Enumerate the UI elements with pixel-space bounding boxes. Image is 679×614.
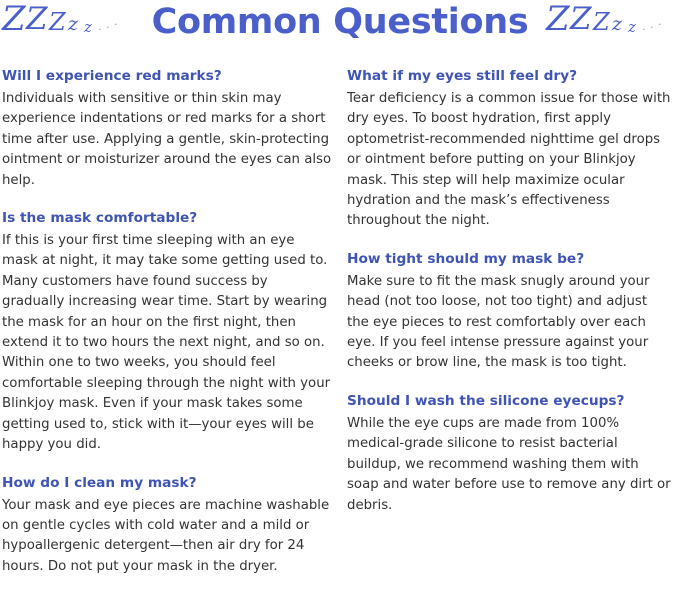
sleep-zzz-decoration-right: Z Z Z z z . . . — [546, 0, 662, 39]
faq-answer: If this is your first time sleeping with an eye mask at night, it may take some getting used to. Many customers have found success by gradually increasing wear time. Start by wearing the mask for an hour on the first night, then extend it to two hours the next night, and so on. Within one to two weeks, you should feel comfortable sleeping through the night with your Blinkjoy mask. Even if your mask takes some getting used to, stick with it—your eyes will be happy you did. — [2, 233, 331, 453]
faq-column-right — [347, 66, 672, 533]
faq-item-fit — [347, 249, 672, 374]
faq-question: How do I clean my mask? — [2, 474, 197, 491]
faq-answer: Make sure to fit the mask snugly around your head (not too loose, not too tight) and adjust the eye pieces to rest comfortably over each eye. If you feel intense pressure against your cheeks or brow line, the mask is too tight. — [347, 273, 650, 371]
faq-item-comfort — [2, 208, 332, 455]
sleep-zzz-decoration-left: Z Z Z z z . . . — [2, 0, 118, 39]
faq-item-dry-eyes — [347, 66, 672, 232]
page-title: Common Questions — [151, 2, 529, 42]
faq-item-eyecups — [347, 391, 672, 516]
faq-answer: Tear deficiency is a common issue for those with dry eyes. To boost hydration, first apply optometrist-recommended nighttime gel drops or ointment before putting on your Blinkjoy mask. This step will help maximize ocular hydration and the mask’s effectiveness throughout the night. — [347, 91, 671, 229]
faq-answer: Individuals with sensitive or thin skin may experience indentations or red marks for a short time after use. Applying a gentle, skin-protecting ointment or moisturizer around the eyes can also help. — [2, 91, 332, 188]
faq-item-red-marks — [2, 66, 332, 191]
faq-question: How tight should my mask be? — [347, 250, 585, 267]
faq-question: Should I wash the silicone eyecups? — [347, 392, 625, 409]
faq-question: Is the mask comfortable? — [2, 210, 198, 227]
faq-answer: While the eye cups are made from 100% medical-grade silicone to resist bacterial buildup, we recommend washing them with soap and water before use to remove any dirt or debris. — [347, 415, 671, 513]
header — [0, 0, 679, 48]
faq-column-left — [2, 66, 332, 594]
faq-answer: Your mask and eye pieces are machine washable on gentle cycles with cold water and a mild or hypoallergenic detergent—then air dry for 24 hours. Do not put your mask in the dryer. — [2, 497, 330, 574]
faq-item-cleaning — [2, 473, 332, 578]
faq-question: Will I experience red marks? — [2, 68, 222, 84]
faq-question: What if my eyes still feel dry? — [347, 68, 578, 84]
